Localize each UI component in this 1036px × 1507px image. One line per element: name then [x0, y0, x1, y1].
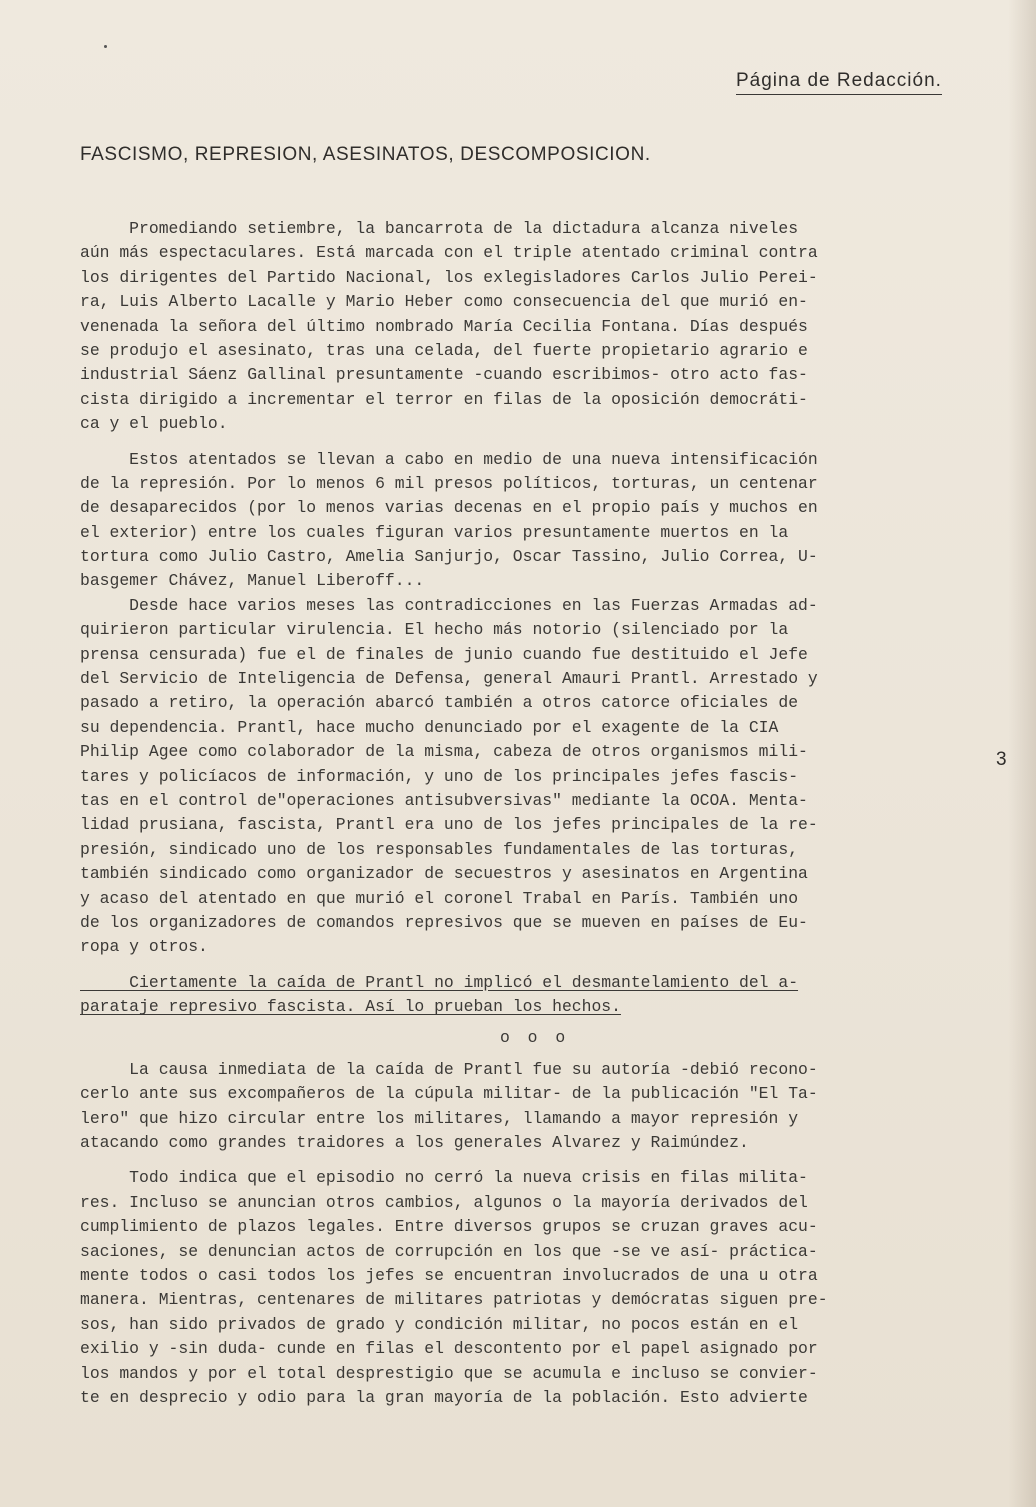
text-line: atacando como grandes traidores a los generales Alvarez y Raimúndez. [80, 1133, 749, 1153]
text-line: su dependencia. Prantl, hace mucho denunciado por el exagente de la CIA [80, 717, 779, 737]
text-line: exilio y -sin duda- cunde en filas el descontento por el papel asignado por [80, 1339, 818, 1359]
text-line: los mandos y por el total desprestigio que se acumula e incluso se convier- [80, 1363, 818, 1383]
text-line: basgemer Chávez, Manuel Liberoff... [80, 571, 425, 591]
text-line: tares y policíacos de información, y uno de los principales jefes fascis- [80, 766, 799, 786]
paragraph-6 [80, 1166, 980, 1410]
text-line: ra, Luis Alberto Lacalle y Mario Heber como consecuencia del que murió en- [80, 292, 808, 312]
paragraph-5 [80, 1058, 980, 1156]
text-line: de los organizadores de comandos represivos que se mueven en países de Eu- [80, 912, 808, 932]
text-line: manera. Mientras, centenares de militares patriotas y demócratas siguen pre- [80, 1290, 828, 1310]
article-body [80, 217, 980, 1410]
text-line: sos, han sido privados de grado y condición militar, no pocos están en el [80, 1314, 799, 1334]
text-line: ropa y otros. [80, 937, 208, 957]
text-line: Promediando setiembre, la bancarrota de la dictadura alcanza niveles [80, 219, 799, 238]
text-line: tortura como Julio Castro, Amelia Sanjurjo, Oscar Tassino, Julio Correa, U- [80, 547, 818, 567]
paragraph-4-underlined [80, 971, 980, 1020]
ink-speck [104, 45, 107, 48]
text-line: mente todos o casi todos los jefes se encuentran involucrados de una u otra [80, 1266, 818, 1286]
text-line: te en desprecio y odio para la gran mayoría de la población. Esto advierte [80, 1387, 808, 1407]
page-number: 3 [996, 749, 1007, 770]
text-line: también sindicado como organizador de secuestros y asesinatos en Argentina [80, 864, 808, 884]
text-line: La causa inmediata de la caída de Prantl fue su autoría -debió recono- [80, 1059, 818, 1079]
text-line: Estos atentados se llevan a cabo en medio de una nueva intensificación [80, 449, 818, 469]
page-edge-shadow [1008, 0, 1036, 1507]
text-line: Todo indica que el episodio no cerró la nueva crisis en filas milita- [80, 1168, 808, 1188]
text-line: res. Incluso se anuncian otros cambios, algunos o la mayoría derivados del [80, 1192, 808, 1212]
text-line: Philip Agee como colaborador de la misma, cabeza de otros organismos mili- [80, 742, 808, 762]
text-line: industrial Sáenz Gallinal presuntamente -cuando escribimos- otro acto fas- [80, 365, 808, 385]
text-line: cista dirigido a incrementar el terror en filas de la oposición democráti- [80, 389, 808, 409]
text-line: cerlo ante sus excompañeros de la cúpula militar- de la publicación "El Ta- [80, 1084, 818, 1104]
paragraph-3 [80, 594, 980, 960]
section-label: Página de Redacción. [736, 70, 942, 95]
text-line: Ciertamente la caída de Prantl no implicó el desmantelamiento del a- [80, 972, 799, 992]
text-line: los dirigentes del Partido Nacional, los exlegisladores Carlos Julio Perei- [80, 267, 818, 287]
article-title: FASCISMO, REPRESION, ASESINATOS, DESCOMPOSICION. [80, 144, 651, 165]
text-line: saciones, se denuncian actos de corrupción en los que -se ve así- prácticа- [80, 1241, 818, 1261]
text-line: tas en el control de"operaciones antisubversivas" mediante la OCOA. Menta- [80, 790, 808, 810]
section-separator: o o o [500, 1027, 570, 1047]
text-line: presión, sindicado uno de los responsables fundamentales de las torturas, [80, 839, 799, 859]
text-line: venenada la señora del último nombrado María Cecilia Fontana. Días después [80, 316, 808, 336]
paragraph-1 [80, 217, 980, 437]
text-line: pasado a retiro, la operación abarcó también a otros catorce oficiales de [80, 693, 799, 713]
paragraph-2 [80, 448, 980, 594]
text-line: el exterior) entre los cuales figuran varios presuntamente muertos en la [80, 522, 789, 542]
text-line: Desde hace varios meses las contradicciones en las Fuerzas Armadas ad- [80, 595, 818, 615]
text-line: parataje represivo fascista. Así lo prueban los hechos. [80, 997, 621, 1017]
text-line: prensa censurada) fue el de finales de junio cuando fue destituido el Jefe [80, 644, 808, 664]
text-line: aún más espectaculares. Está marcada con el triple atentado criminal contra [80, 243, 818, 263]
text-line: de la represión. Por lo menos 6 mil presos políticos, torturas, un centenar [80, 473, 818, 493]
text-line: se produjo el asesinato, tras una celada, del fuerte propietario agrario e [80, 340, 808, 360]
text-line: ca y el pueblo. [80, 414, 228, 434]
text-line: lidad prusiana, fascista, Prantl era uno de los jefes principales de la re- [80, 815, 818, 835]
text-line: quirieron particular virulencia. El hecho más notorio (silenciado por la [80, 620, 789, 640]
text-line: y acaso del atentado en que murió el coronel Trabal en París. También uno [80, 888, 799, 908]
text-line: cumplimiento de plazos legales. Entre diversos grupos se cruzan graves acu- [80, 1217, 818, 1237]
text-line: de desaparecidos (por lo menos varias decenas en el propio país y muchos en [80, 498, 818, 518]
text-line: lero" que hizo circular entre los militares, llamando a mayor represión y [80, 1108, 799, 1128]
text-line: del Servicio de Inteligencia de Defensa, general Amauri Prantl. Arrestado y [80, 669, 818, 689]
